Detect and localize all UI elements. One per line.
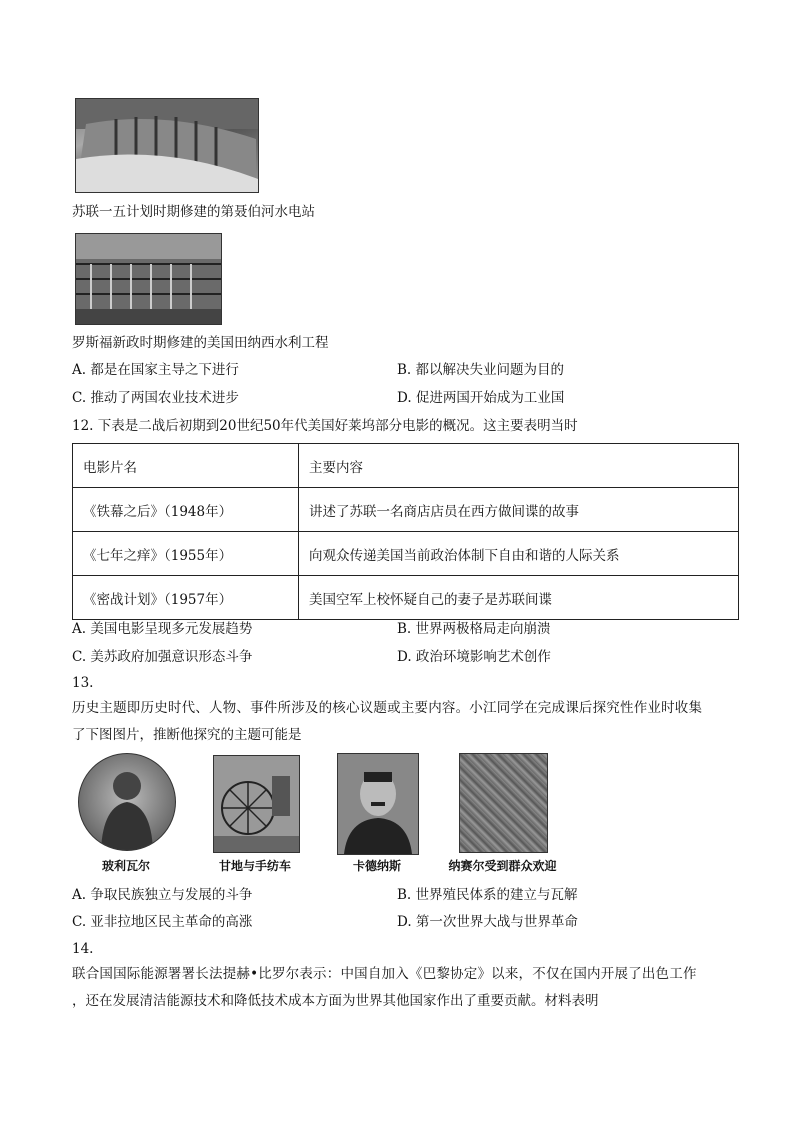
q13-option-c[interactable]: C. 亚非拉地区民主革命的高涨 xyxy=(72,914,253,930)
table-cell: 《铁幕之后》（1948年） xyxy=(73,488,299,532)
bolivar-portrait xyxy=(79,754,175,850)
photo1-caption: 苏联一五计划时期修建的第聂伯河水电站 xyxy=(72,204,315,220)
film-table xyxy=(72,443,739,620)
spinning-wheel xyxy=(214,756,299,852)
image-caption-gandhi: 甘地与手纺车 xyxy=(218,859,291,873)
q13-stem-line1: 历史主题即历史时代、人物、事件所涉及的核心议题或主要内容。小江同学在完成课后探究性作业时收集 xyxy=(72,700,703,716)
q12-stem: 12. 下表是二战后初期到20世纪50年代美国好莱坞部分电影的概况。这主要表明当时 xyxy=(72,418,578,434)
tva-illustration xyxy=(76,234,221,324)
tennessee-dam-photo xyxy=(75,233,222,325)
table-row xyxy=(73,532,739,576)
table-cell: 向观众传递美国当前政治体制下自由和谐的人际关系 xyxy=(299,532,739,576)
table-cell: 美国空军上校怀疑自己的妻子是苏联间谍 xyxy=(299,576,739,620)
q11-option-d[interactable]: D. 促进两国开始成为工业国 xyxy=(397,390,565,406)
image-caption-cardenas: 卡德纳斯 xyxy=(352,859,401,873)
table-cell: 讲述了苏联一名商店店员在西方做间谍的故事 xyxy=(299,488,739,532)
q11-option-b[interactable]: B. 都以解决失业问题为目的 xyxy=(397,362,565,378)
dnieper-dam-photo xyxy=(75,98,259,193)
q12-option-a[interactable]: A. 美国电影呈现多元发展趋势 xyxy=(72,621,253,637)
q13-option-a[interactable]: A. 争取民族独立与发展的斗争 xyxy=(72,887,253,903)
table-cell: 《密战计划》（1957年） xyxy=(73,576,299,620)
q11-option-c[interactable]: C. 推动了两国农业技术进步 xyxy=(72,390,239,406)
q14-stem-line2: ，还在发展清洁能源技术和降低技术成本方面为世界其他国家作出了重要贡献。材料表明 xyxy=(72,993,599,1009)
table-cell: 《七年之痒》（1955年） xyxy=(73,532,299,576)
table-row xyxy=(73,576,739,620)
table-row xyxy=(73,488,739,532)
dam-illustration xyxy=(76,99,258,192)
q11-option-a[interactable]: A. 都是在国家主导之下进行 xyxy=(72,362,239,378)
bolivar-image xyxy=(78,753,176,851)
table-header-row xyxy=(73,444,739,488)
q13-number: 13. xyxy=(72,675,94,691)
q12-option-b[interactable]: B. 世界两极格局走向崩溃 xyxy=(397,621,551,637)
q13-option-b[interactable]: B. 世界殖民体系的建立与瓦解 xyxy=(397,887,578,903)
photo2-caption: 罗斯福新政时期修建的美国田纳西水利工程 xyxy=(72,335,329,351)
gandhi-image xyxy=(213,755,300,853)
cardenas-image xyxy=(337,753,419,855)
nasser-image xyxy=(459,753,548,853)
image-caption-bolivar: 玻利瓦尔 xyxy=(101,859,150,873)
q12-option-c[interactable]: C. 美苏政府加强意识形态斗争 xyxy=(72,649,253,665)
q14-stem-line1: 联合国国际能源署署长法提赫•比罗尔表示：中国自加入《巴黎协定》以来，不仅在国内开展了出色工作 xyxy=(72,966,697,982)
table-header-content: 主要内容 xyxy=(299,444,739,488)
table-header-title: 电影片名 xyxy=(73,444,299,488)
q14-number: 14. xyxy=(72,941,94,957)
q13-option-d[interactable]: D. 第一次世界大战与世界革命 xyxy=(397,914,578,930)
image-caption-nasser: 纳赛尔受到群众欢迎 xyxy=(448,859,557,873)
cardenas-portrait xyxy=(338,754,418,854)
q12-option-d[interactable]: D. 政治环境影响艺术创作 xyxy=(397,649,551,665)
q13-stem-line2: 了下图图片，推断他探究的主题可能是 xyxy=(72,727,302,743)
